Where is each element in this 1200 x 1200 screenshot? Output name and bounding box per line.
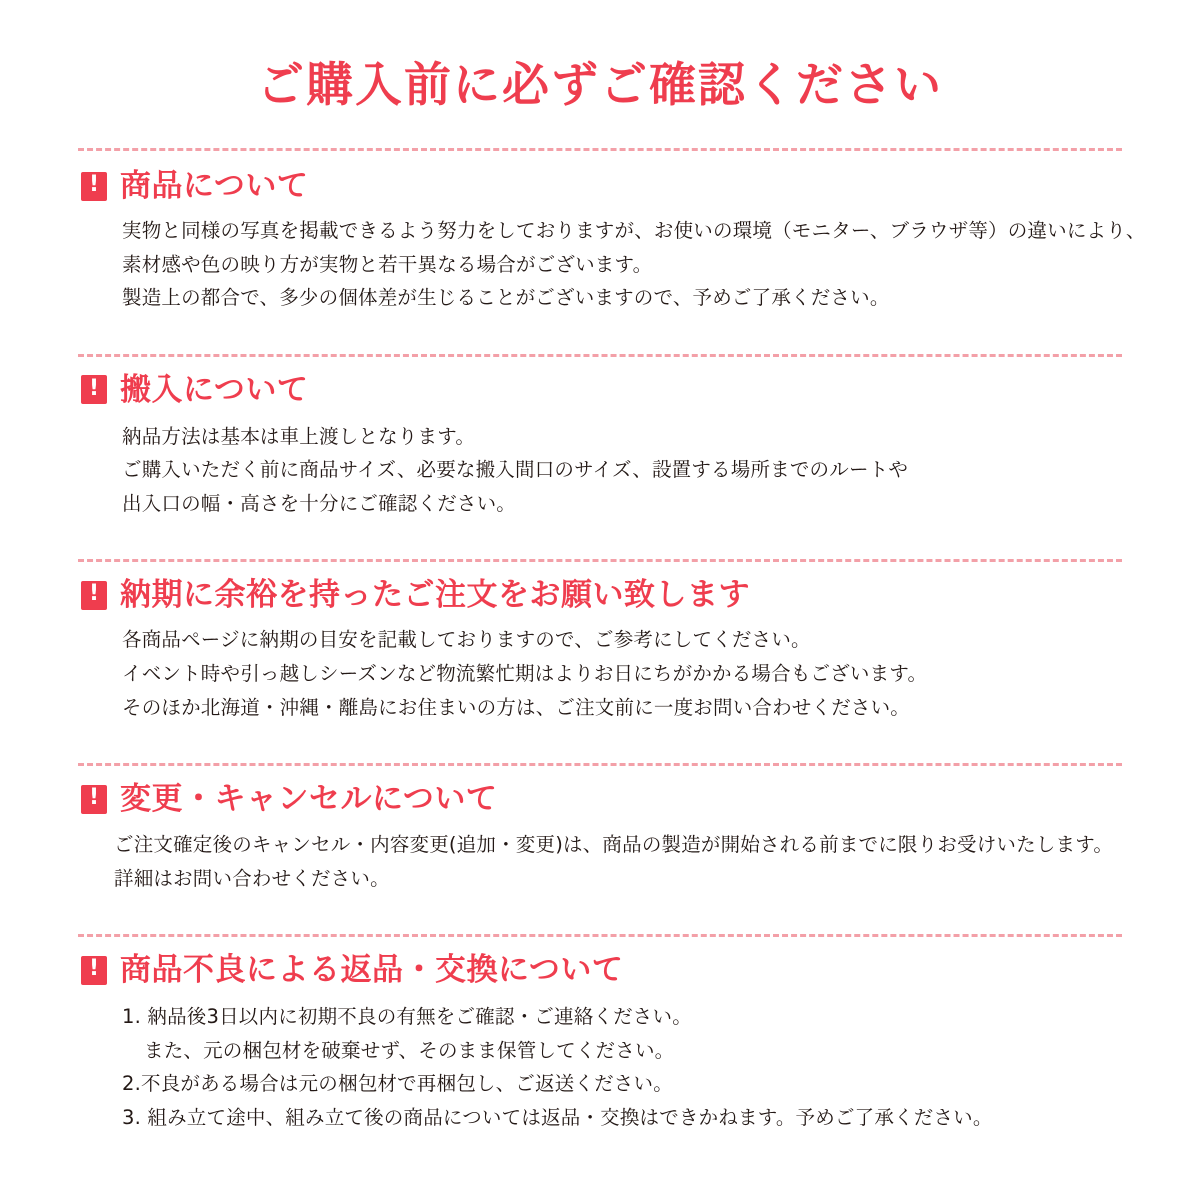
body-line: 1. 納品後3日以内に初期不良の有無をご確認・ご連絡ください。 — [122, 1005, 692, 1029]
section-heading-row — [78, 782, 1122, 816]
section-title: 変更・キャンセルについて — [120, 781, 498, 818]
section-body — [78, 203, 1146, 315]
body-line: 詳細はお問い合わせください。 — [114, 866, 390, 890]
exclamation-icon: ! — [81, 581, 107, 610]
section-heading-row — [78, 953, 1122, 987]
body-line: 製造上の都合で、多少の個体差が生じることがございますので、予めご了承ください。 — [122, 286, 890, 310]
exclamation-icon: ! — [81, 172, 107, 201]
body-line: 納品方法は基本は車上渡しとなります。 — [122, 424, 476, 448]
body-line: ご注文確定後のキャンセル・内容変更(追加・変更)は、商品の製造が開始される前までに限りお受けいたします。 — [114, 833, 1114, 857]
section-returns — [78, 937, 1122, 1134]
body-line: 出入口の幅・高さを十分にご確認ください。 — [122, 491, 517, 515]
body-line: 実物と同様の写真を掲載できるよう努力をしておりますが、お使いの環境（モニター、ブラウザ等）の違いにより、 — [122, 219, 1146, 243]
body-line: 2.不良がある場合は元の梱包材で再梱包し、ご返送ください。 — [122, 1072, 673, 1096]
section-heading-row — [78, 373, 1122, 407]
page-title: ご購入前に必ずご確認ください — [257, 58, 943, 113]
section-lead-time — [78, 562, 1122, 724]
section-title: 納期に余裕を持ったご注文をお願い致します — [120, 577, 750, 614]
section-title: 商品不良による返品・交換について — [120, 952, 624, 989]
section-body — [78, 407, 1122, 521]
section-heading-row — [78, 578, 1122, 612]
body-line: また、元の梱包材を破棄せず、そのまま保管してください。 — [144, 1038, 675, 1062]
section-heading-row — [78, 169, 1122, 203]
section-product — [78, 151, 1146, 315]
exclamation-icon: ! — [81, 785, 107, 814]
section-title: 搬入について — [120, 371, 309, 408]
body-line: ご購入いただく前に商品サイズ、必要な搬入間口のサイズ、設置する場所までのルートや — [122, 458, 909, 482]
body-line: 各商品ページに納期の目安を記載しておりますので、ご参考にしてください。 — [122, 628, 811, 652]
section-title: 商品について — [120, 168, 309, 204]
section-cancellation — [78, 766, 1122, 895]
section-body — [78, 816, 1122, 895]
body-line: 3. 組み立て途中、組み立て後の商品については返品・交換はできかねます。予めご了承ください。 — [122, 1105, 993, 1129]
body-line: 素材感や色の映り方が実物と若干異なる場合がございます。 — [122, 252, 653, 276]
section-body — [78, 987, 1122, 1134]
section-body — [78, 612, 1122, 724]
section-delivery — [78, 357, 1122, 521]
exclamation-icon: ! — [81, 956, 107, 985]
exclamation-icon: ! — [81, 375, 107, 404]
body-line: そのほか北海道・沖縄・離島にお住まいの方は、ご注文前に一度お問い合わせください。 — [122, 695, 911, 719]
body-line: イベント時や引っ越しシーズンなど物流繁忙期はよりお日にちがかかる場合もございます。 — [122, 662, 928, 685]
